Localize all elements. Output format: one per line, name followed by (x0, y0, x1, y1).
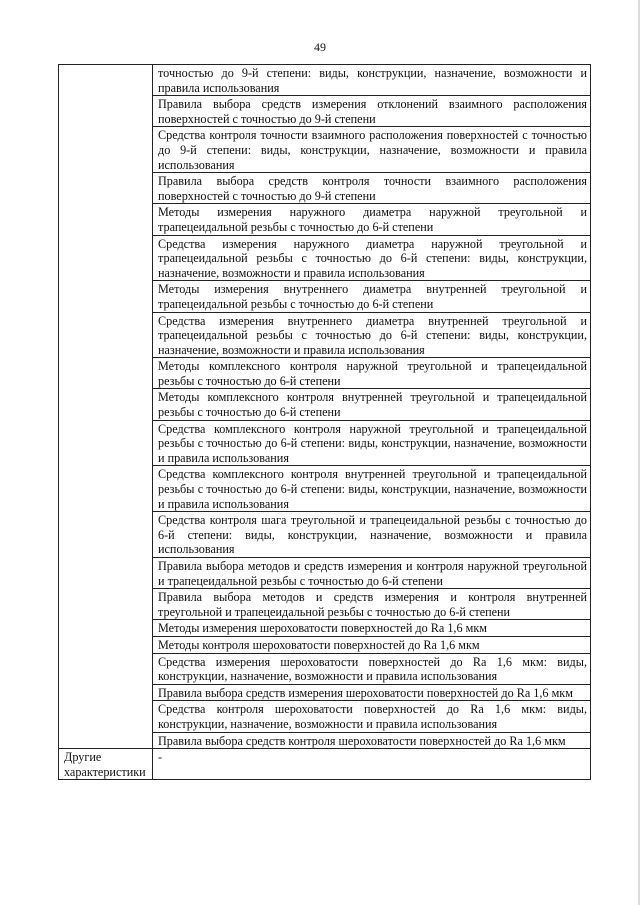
knowledge-cell: Методы измерения наружного диаметра наружной треугольной и трапецеидальной резьбы с точностью до 6-й степени (153, 204, 591, 235)
knowledge-cell: Средства комплексного контроля наружной треугольной и трапецеидальной резьбы с точностью до 6-й степени: виды, конструкции, назначение, возможности и правила использования (153, 420, 591, 466)
knowledge-cell: Средства комплексного контроля внутренней треугольной и трапецеидальной резьбы с точностью до 6-й степени: виды, конструкции, назначение, возможности и правила использования (153, 466, 591, 512)
knowledge-cell: Правила выбора средств измерения шероховатости поверхностей до Ra 1,6 мкм (153, 684, 591, 701)
knowledge-cell: Правила выбора методов и средств измерения и контроля наружной треугольной и трапецеидальной резьбы с точностью до 6-й степени (153, 558, 591, 589)
knowledge-cell: Средства измерения шероховатости поверхностей до Ra 1,6 мкм: виды, конструкции, назначение, возможности и правила использования (153, 653, 591, 684)
table-row (59, 65, 591, 96)
knowledge-cell: Методы комплексного контроля внутренней треугольной и трапецеидальной резьбы с точностью до 6-й степени (153, 389, 591, 420)
knowledge-cell: Методы контроля шероховатости поверхностей до Ra 1,6 мкм (153, 636, 591, 653)
knowledge-cell: Средства контроля точности взаимного расположения поверхностей с точностью до 9-й степени: виды, конструкции, назначение, возможности и правила использования (153, 127, 591, 173)
knowledge-cell: Правила выбора средств измерения отклонений взаимного расположения поверхностей с точностью до 9-й степени (153, 96, 591, 127)
knowledge-cell: Средства контроля шага треугольной и трапецеидальной резьбы с точностью до 6-й степени: виды, конструкции, назначение, возможности и правила использования (153, 512, 591, 558)
knowledge-cell: Методы измерения шероховатости поверхностей до Ra 1,6 мкм (153, 620, 591, 637)
knowledge-cell: Средства контроля шероховатости поверхностей до Ra 1,6 мкм: виды, конструкции, назначение, возможности и правила использования (153, 701, 591, 732)
knowledge-cell: точностью до 9-й степени: виды, конструкции, назначение, возможности и правила использования (153, 65, 591, 96)
knowledge-cell: Методы измерения внутреннего диаметра внутренней треугольной и трапецеидальной резьбы с точностью до 6-й степени (153, 281, 591, 312)
knowledge-cell: Правила выбора методов и средств измерения и контроля внутренней треугольной и трапецеидальной резьбы с точностью до 6-й степени (153, 589, 591, 620)
requirements-table (58, 64, 591, 780)
other-characteristics-row (59, 749, 591, 780)
knowledge-cell: Средства измерения внутреннего диаметра внутренней треугольной и трапецеидальной резьбы с точностью до 6-й степени: виды, конструкции, назначение, возможности и правила использования (153, 312, 591, 358)
other-characteristics-value: - (153, 749, 591, 780)
page-number: 49 (314, 40, 326, 54)
other-characteristics-label: Другие характеристики (59, 749, 153, 780)
knowledge-cell: Правила выбора средств контроля точности взаимного расположения поверхностей с точностью до 9-й степени (153, 173, 591, 204)
knowledge-cell: Правила выбора средств контроля шероховатости поверхностей до Ra 1,6 мкм (153, 732, 591, 749)
knowledge-cell: Средства измерения наружного диаметра наружной треугольной и трапецеидальной резьбы с точностью до 6-й степени: виды, конструкции, назначение, возможности и правила использования (153, 235, 591, 281)
empty-category-cell (59, 65, 153, 749)
knowledge-cell: Методы комплексного контроля наружной треугольной и трапецеидальной резьбы с точностью до 6-й степени (153, 358, 591, 389)
